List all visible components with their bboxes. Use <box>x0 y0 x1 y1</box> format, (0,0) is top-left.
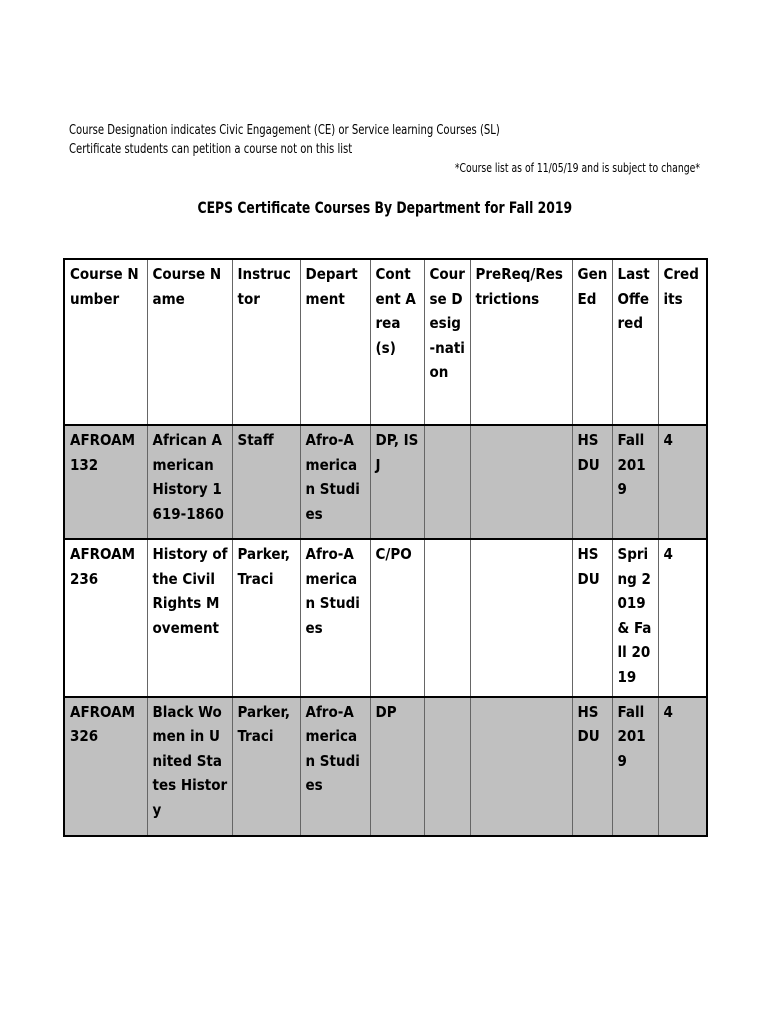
cell-content-area: DP <box>370 697 424 836</box>
cell-content-area: C/PO <box>370 539 424 697</box>
page-title-text: CEPS Certificate Courses By Department for Fall 2019 <box>197 198 573 217</box>
header-instructor: Instructor <box>232 259 300 425</box>
header-course-number: Course Number <box>64 259 147 425</box>
cell-course-number: AFROAM 132 <box>64 425 147 539</box>
course-designation-note: Course Designation indicates Civic Engagement (CE) or Service learning Courses (SL) <box>69 123 500 138</box>
cell-prereq-restrictions <box>470 539 572 697</box>
page-title <box>0 198 770 218</box>
table-row <box>64 697 707 836</box>
cell-prereq-restrictions <box>470 697 572 836</box>
header-gen-ed: Gen Ed <box>572 259 612 425</box>
table-row <box>64 539 707 697</box>
cell-course-number: AFROAM 236 <box>64 539 147 697</box>
cell-course-number: AFROAM 326 <box>64 697 147 836</box>
cell-department: Afro-American Studies <box>300 425 370 539</box>
cell-department: Afro-American Studies <box>300 539 370 697</box>
cell-last-offered: Fall 2019 <box>612 697 658 836</box>
cell-gen-ed: HS DU <box>572 425 612 539</box>
courses-table <box>63 258 708 837</box>
cell-content-area: DP, ISJ <box>370 425 424 539</box>
cell-course-name: African American History 1619-1860 <box>147 425 232 539</box>
cell-gen-ed: HS DU <box>572 697 612 836</box>
header-prereq-restrictions: PreReq/Restrictions <box>470 259 572 425</box>
cell-course-name: History of the Civil Rights Movement <box>147 539 232 697</box>
cell-last-offered: Spring 2019 & Fall 2019 <box>612 539 658 697</box>
cell-course-designation <box>424 697 470 836</box>
cell-credits: 4 <box>658 539 707 697</box>
table-row <box>64 425 707 539</box>
cell-instructor: Parker, Traci <box>232 539 300 697</box>
header-last-offered: Last Offered <box>612 259 658 425</box>
table-header-row <box>64 259 707 425</box>
course-list-date-note: *Course list as of 11/05/19 and is subject to change* <box>454 161 700 175</box>
header-credits: Credits <box>658 259 707 425</box>
cell-course-name: Black Women in United States History <box>147 697 232 836</box>
cell-gen-ed: HS DU <box>572 539 612 697</box>
header-course-name: Course Name <box>147 259 232 425</box>
petition-note: Certificate students can petition a course not on this list <box>69 142 353 157</box>
cell-instructor: Staff <box>232 425 300 539</box>
cell-instructor: Parker, Traci <box>232 697 300 836</box>
header-department: Department <box>300 259 370 425</box>
cell-course-designation <box>424 539 470 697</box>
cell-department: Afro-American Studies <box>300 697 370 836</box>
cell-course-designation <box>424 425 470 539</box>
header-content-area: Content Area(s) <box>370 259 424 425</box>
cell-credits: 4 <box>658 425 707 539</box>
cell-credits: 4 <box>658 697 707 836</box>
cell-last-offered: Fall 2019 <box>612 425 658 539</box>
header-course-designation: Course Desig-nation <box>424 259 470 425</box>
cell-prereq-restrictions <box>470 425 572 539</box>
